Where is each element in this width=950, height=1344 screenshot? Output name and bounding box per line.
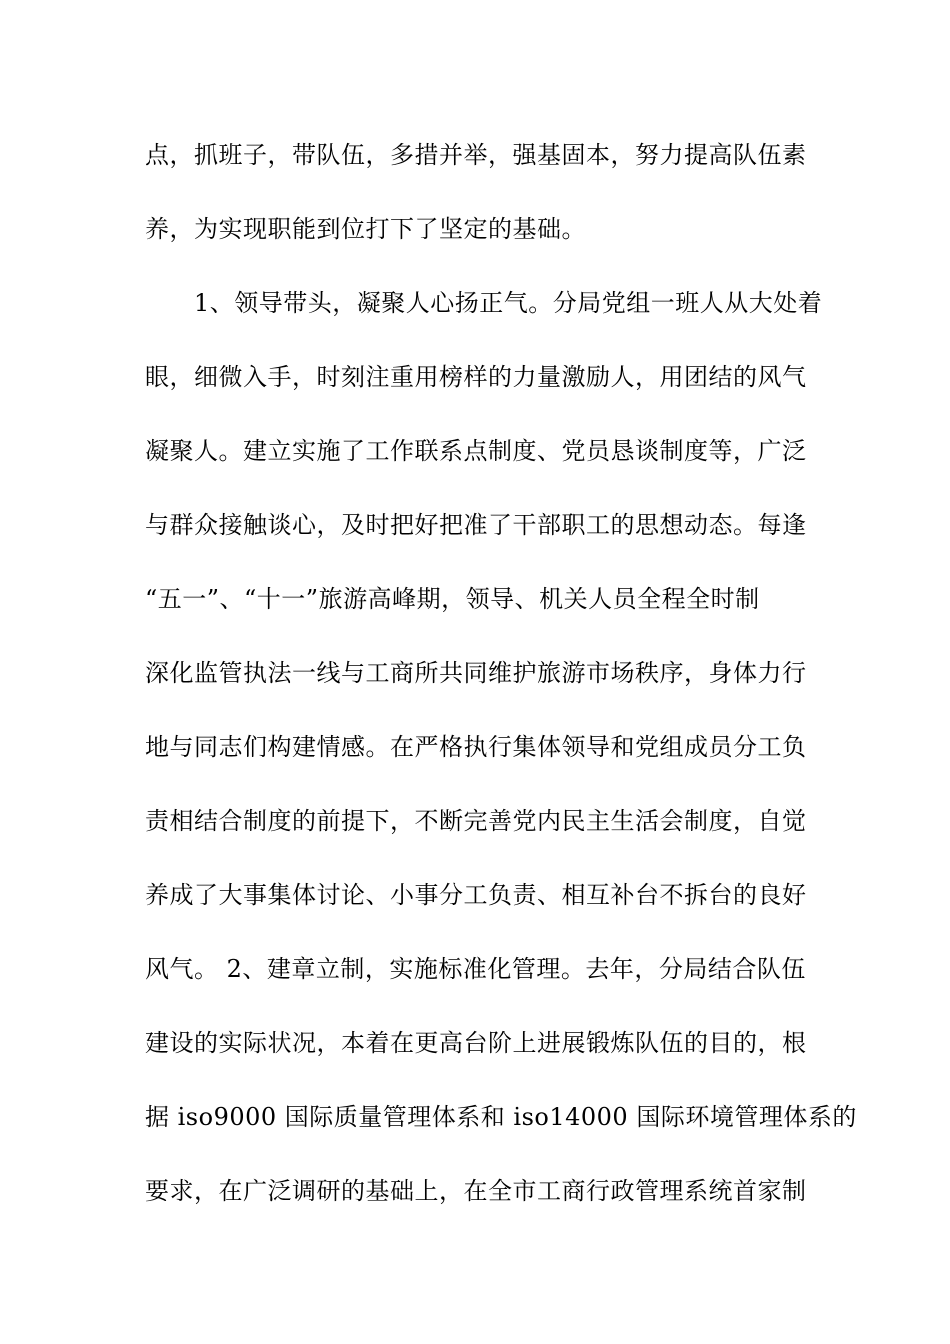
text-line: 据 iso9000 国际质量管理体系和 iso14000 国际环境管理体系的 — [145, 1103, 857, 1131]
text-line: 深化监管执法一线与工商所共同维护旅游市场秩序，身体力行 — [145, 659, 807, 687]
text-line: “五一”、“十一”旅游高峰期，领导、机关人员全程全时制 — [145, 585, 760, 613]
text-line: 责相结合制度的前提下，不断完善党内民主生活会制度，自觉 — [145, 807, 807, 835]
text-line: 眼，细微入手，时刻注重用榜样的力量激励人，用团结的风气 — [145, 363, 807, 391]
text-line: 风气。 2、建章立制，实施标准化管理。去年，分局结合队伍 — [145, 955, 806, 983]
text-line: 与群众接触谈心，及时把好把准了干部职工的思想动态。每逢 — [145, 511, 807, 539]
text-line: 要求，在广泛调研的基础上，在全市工商行政管理系统首家制 — [145, 1177, 807, 1205]
text-line: 地与同志们构建情感。在严格执行集体领导和党组成员分工负 — [145, 733, 807, 761]
text-line: 建设的实际状况，本着在更高台阶上进展锻炼队伍的目的，根 — [145, 1029, 807, 1057]
text-line: 养成了大事集体讨论、小事分工负责、相互补台不拆台的良好 — [145, 881, 807, 909]
document-body — [145, 130, 857, 1240]
text-line: 1、领导带头，凝聚人心扬正气。分局党组一班人从大处着 — [145, 289, 823, 317]
text-line: 养，为实现职能到位打下了坚定的基础。 — [145, 215, 586, 243]
text-line: 点，抓班子，带队伍，多措并举，强基固本，努力提高队伍素 — [145, 141, 807, 169]
text-line: 凝聚人。建立实施了工作联系点制度、党员恳谈制度等，广泛 — [145, 437, 807, 465]
